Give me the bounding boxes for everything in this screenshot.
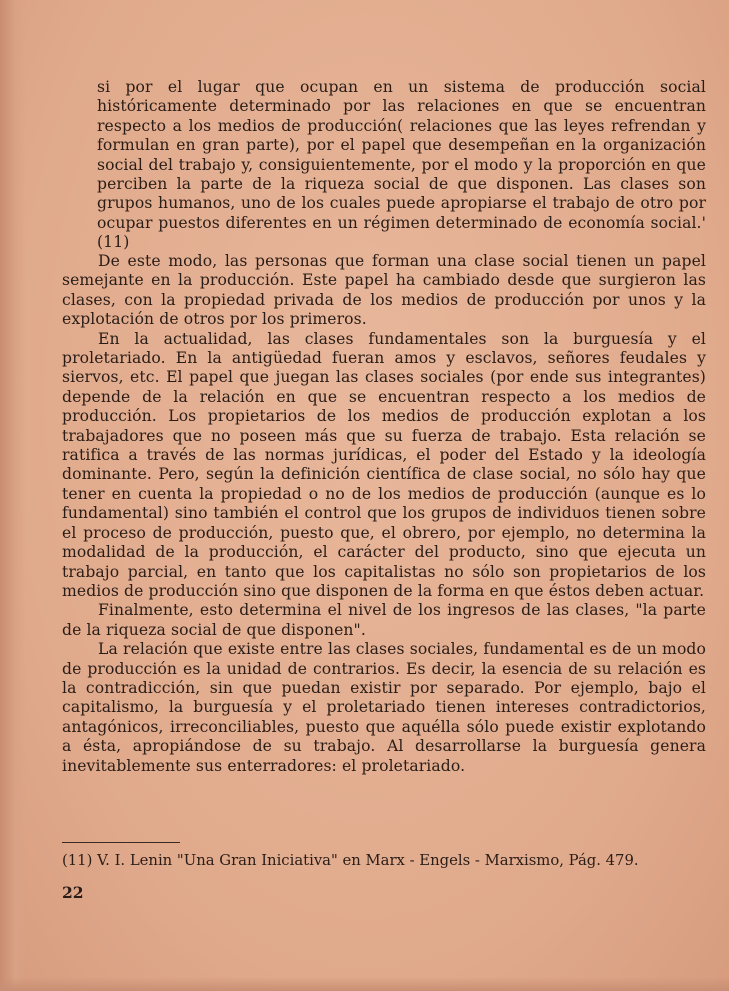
footnote-divider: [62, 842, 180, 843]
paragraph-1: De este modo, las personas que forman una clase social tienen un papel semejante en la producción. Este papel ha cambiado desde que surgieron las clases, con la propiedad privada de los medios de producción por unos y la explotación de otros por los primeros.: [62, 252, 706, 329]
page-number: 22: [62, 883, 84, 902]
paragraph-2: En la actualidad, las clases fundamentales son la burguesía y el proletariado. En la antigüedad fueran amos y esclavos, señores feudales y siervos, etc. El papel que juegan las clases sociales (por ende sus integrantes) depende de la relación en que se encuentran respecto a los medios de producción. Los propietarios de los medios de producción explotan a los trabajadores que no poseen más que su fuerza de trabajo. Esta relación se ratifica a través de las normas jurídicas, el poder del Estado y la ideología dominante. Pero, según la definición científica de clase social, no sólo hay que tener en cuenta la propiedad o no de los medios de producción (aunque es lo fundamental) sino también el control que los grupos de individuos tienen sobre el proceso de producción, puesto que, el obrero, por ejemplo, no determina la modalidad de la producción, el carácter del producto, sino que ejecuta un trabajo parcial, en tanto que los capitalistas no sólo son propietarios de los medios de producción sino que disponen de la forma en que éstos deben actuar.: [62, 329, 706, 600]
quote-paragraph: si por el lugar que ocupan en un sistema de producción social históricamente determinado por las relaciones en que se encuentran respecto a los medios de producción( relaciones que las leyes refrendan y formulan en gran parte), por el papel que desempeñan en la organización social del trabajo y, consiguientemente, por el modo y la proporción en que perciben la parte de la riqueza social de que disponen. Las clases son grupos humanos, uno de los cuales puede apropiarse el trabajo de otro por ocupar puestos diferentes en un régimen determinado de economía social.' (11): [97, 78, 706, 252]
paragraph-4: La relación que existe entre las clases sociales, fundamental es de un modo de producción es la unidad de contrarios. Es decir, la esencia de su relación es la contradicción, sin que puedan existir por separado. Por ejemplo, bajo el capitalismo, la burguesía y el proletariado tienen intereses contradictorios, antagónicos, irreconciliables, puesto que aquélla sólo puede existir explotando a ésta, apropiándose de su trabajo. Al desarrollarse la burguesía genera inevitablemente sus enterradores: el proletariado.: [62, 640, 706, 775]
page-bottom-shadow: [0, 977, 729, 991]
paragraph-3: Finalmente, esto determina el nivel de los ingresos de las clases, "la parte de la riqueza social de que disponen".: [62, 601, 706, 639]
body-text: [62, 252, 706, 776]
page-left-shadow: [0, 0, 26, 991]
footnote: (11) V. I. Lenin "Una Gran Iniciativa" en Marx - Engels - Marxismo, Pág. 479.: [62, 852, 639, 869]
quote-block: [97, 78, 706, 253]
